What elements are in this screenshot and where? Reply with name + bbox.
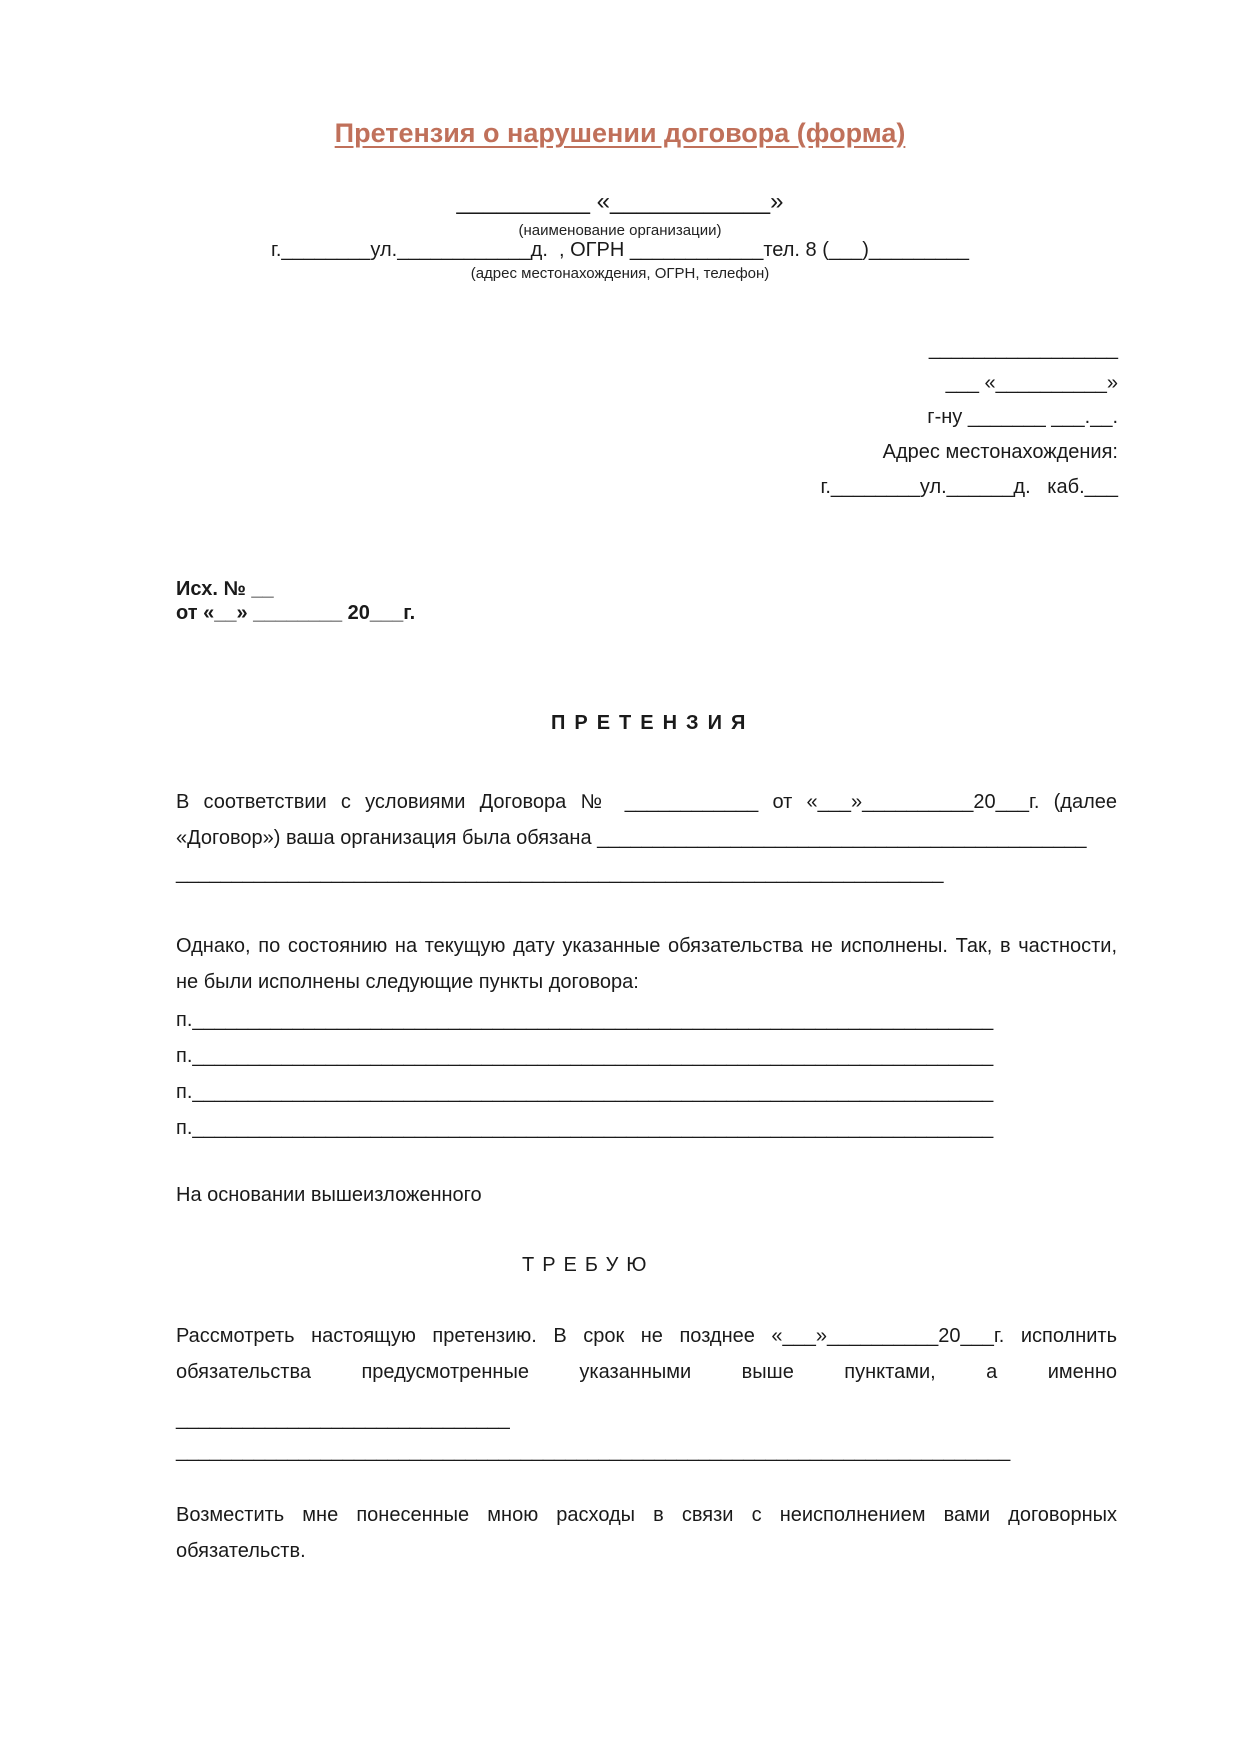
paragraph-demand: Рассмотреть настоящую претензию. В срок не позднее «___»__________20___г. исполнить обязательства предусмотренные указанными выше пунктами, а именно: [176, 1325, 1117, 1383]
claim-heading: ПРЕТЕНЗИЯ: [551, 712, 755, 734]
list-item: п.________________________________________________________________________: [176, 1045, 994, 1067]
organization-name-caption: (наименование организации): [518, 222, 722, 239]
paragraph-demand-blank-1: ______________________________: [176, 1408, 510, 1430]
paragraph-compensation: Возместить мне понесенные мною расходы в связи с неисполнением вами договорных обязательств.: [176, 1504, 1117, 1562]
recipient-person: г-ну _______ ___.__.: [927, 406, 1118, 428]
list-item: п.________________________________________________________________________: [176, 1009, 994, 1031]
demand-heading: ТРЕБУЮ: [522, 1254, 655, 1276]
list-item: п.________________________________________________________________________: [176, 1117, 994, 1139]
outgoing-number: Исх. № __: [176, 578, 274, 600]
paragraph-contract-terms-blank: _____________________________________________________________________: [176, 862, 944, 884]
recipient-address-label: Адрес местонахождения:: [882, 441, 1118, 463]
recipient-address: г.________ул.______д. каб.___: [820, 476, 1118, 498]
recipient-line-1: _________________: [928, 338, 1118, 360]
organization-address-caption: (адрес местонахождения, ОГРН, телефон): [470, 265, 770, 282]
paragraph-non-fulfilment: Однако, по состоянию на текущую дату указанные обязательства не исполнены. Так, в частности, не были исполнены следующие пункты договора:: [176, 935, 1117, 993]
paragraph-contract-terms: В соответствии с условиями Договора № ____________ от «___»__________20___г. (далее «Договор») ваша организация была обязана ____________________________________________: [176, 791, 1117, 849]
basis-text: На основании вышеизложенного: [176, 1184, 482, 1206]
recipient-organization: ___ «__________»: [945, 372, 1118, 394]
outgoing-date: от «__» ________ 20___г.: [176, 602, 416, 624]
paragraph-demand-blank-2: ___________________________________________________________________________: [176, 1440, 1011, 1462]
unfulfilled-items-list: [176, 1002, 1117, 1146]
document-title: Претензия о нарушении договора (форма): [334, 118, 906, 148]
organization-name-line: __________ «____________»: [456, 188, 784, 215]
list-item: п.________________________________________________________________________: [176, 1081, 994, 1103]
organization-address-line: г.________ул.____________д. , ОГРН ____________тел. 8 (___)_________: [271, 239, 969, 261]
